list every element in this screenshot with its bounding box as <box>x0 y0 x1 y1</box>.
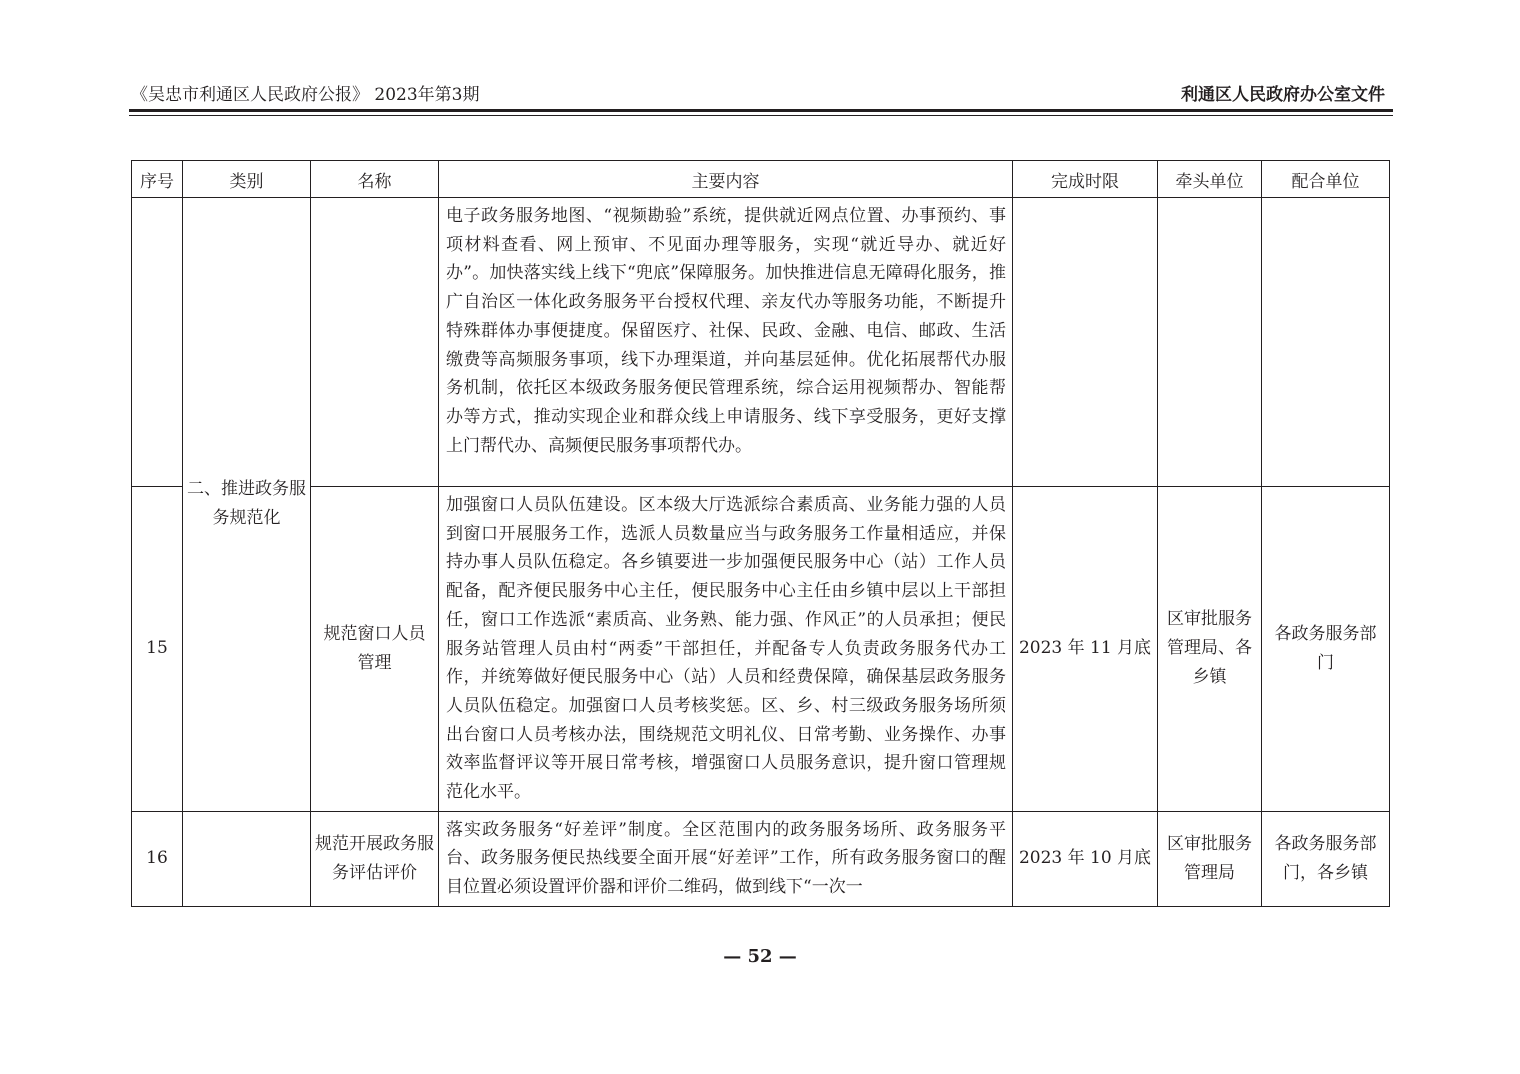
row-cont-coop <box>1262 198 1390 487</box>
col-header-lead-unit: 牵头单位 <box>1158 161 1262 198</box>
row15-number: 15 <box>132 487 183 812</box>
col-header-category: 类别 <box>183 161 311 198</box>
col-header-content: 主要内容 <box>439 161 1013 198</box>
row15-content: 加强窗口人员队伍建设。区本级大厅选派综合素质高、业务能力强的人员到窗口开展服务工作，选派人员数量应当与政务服务工作量相适应，并保持办事人员队伍稳定。各乡镇要进一步加强便民服务中心（站）工作人员配备，配齐便民服务中心主任，便民服务中心主任由乡镇中层以上干部担任，窗口工作选派“素质高、业务熟、能力强、作风正”的人员承担；便民服务站管理人员由村“两委”干部担任，并配备专人负责政务服务代办工作，并统筹做好便民服务中心（站）人员和经费保障，确保基层政务服务人员队伍稳定。加强窗口人员考核奖惩。区、乡、村三级政务服务场所须出台窗口人员考核办法，围绕规范文明礼仪、日常考勤、业务操作、办事效率监督评议等开展日常考核，增强窗口人员服务意识，提升窗口管理规范化水平。 <box>439 487 1013 812</box>
col-header-name: 名称 <box>311 161 439 198</box>
row-cont-content: 电子政务服务地图、“视频勘验”系统，提供就近网点位置、办事预约、事项材料查看、网上预审、不见面办理等服务，实现“就近导办、就近好办”。加快落实线上线下“兜底”保障服务。加快推进信息无障碍化服务，推广自治区一体化政务服务平台授权代理、亲友代办等服务功能，不断提升特殊群体办事便捷度。保留医疗、社保、民政、金融、电信、邮政、生活缴费等高频服务事项，线下办理渠道，并向基层延伸。优化拓展帮代办服务机制，依托区本级政务服务便民管理系统，综合运用视频帮办、智能帮办等方式，推动实现企业和群众线上申请服务、线下享受服务，更好支撑上门帮代办、高频便民服务事项帮代办。 <box>439 198 1013 487</box>
row-cont-name <box>311 198 439 487</box>
row16-coop: 各政务服务部门，各乡镇 <box>1262 811 1390 906</box>
row16-name: 规范开展政务服务评估评价 <box>311 811 439 906</box>
header-rule-thin <box>129 115 1393 116</box>
row-cont-number <box>132 198 183 487</box>
col-header-coop-unit: 配合单位 <box>1262 161 1390 198</box>
table-row <box>132 198 1390 487</box>
row15-name: 规范窗口人员管理 <box>311 487 439 812</box>
row16-category <box>183 811 311 906</box>
office-document-label: 利通区人民政府办公室文件 <box>1181 85 1385 105</box>
table-header-row <box>132 161 1390 198</box>
task-table <box>131 160 1390 907</box>
table-row <box>132 487 1390 812</box>
row16-lead: 区审批服务管理局 <box>1158 811 1262 906</box>
page-number: — 52 — <box>723 946 797 967</box>
table-row <box>132 811 1390 906</box>
row15-lead: 区审批服务管理局、各乡镇 <box>1158 487 1262 812</box>
row16-number: 16 <box>132 811 183 906</box>
header-rule-thick <box>129 109 1393 112</box>
row16-deadline: 2023 年 10 月底 <box>1013 811 1158 906</box>
row15-deadline: 2023 年 11 月底 <box>1013 487 1158 812</box>
row15-coop: 各政务服务部门 <box>1262 487 1390 812</box>
col-header-deadline: 完成时限 <box>1013 161 1158 198</box>
row-cont-deadline <box>1013 198 1158 487</box>
category-cell: 二、推进政务服务规范化 <box>183 198 311 812</box>
bulletin-title: 《吴忠市利通区人民政府公报》 2023年第3期 <box>131 85 480 105</box>
row-cont-lead <box>1158 198 1262 487</box>
row16-content: 落实政务服务“好差评”制度。全区范围内的政务服务场所、政务服务平台、政务服务便民热线要全面开展“好差评”工作，所有政务服务窗口的醒目位置必须设置评价器和评价二维码，做到线下“一次一 <box>439 811 1013 906</box>
col-header-number: 序号 <box>132 161 183 198</box>
